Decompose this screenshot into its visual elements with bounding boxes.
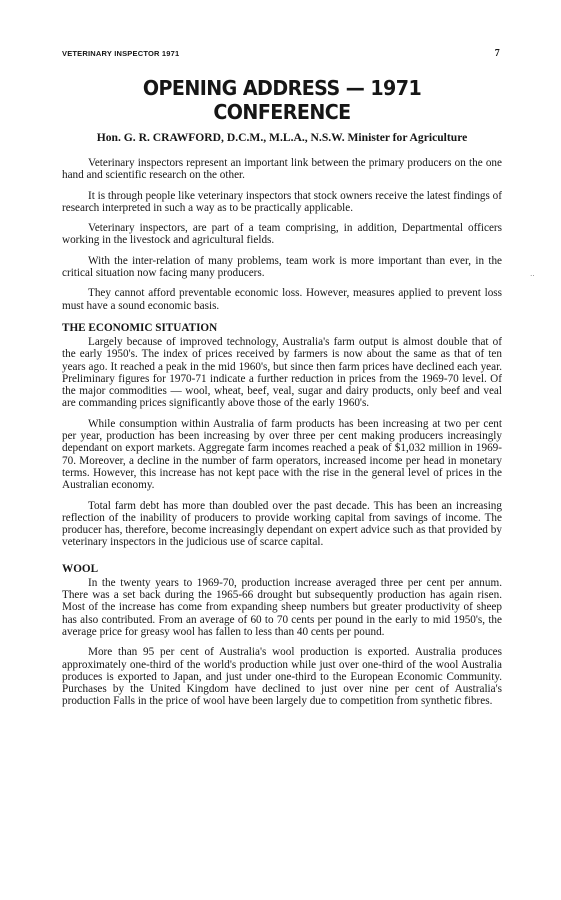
document-page bbox=[62, 48, 502, 708]
section-heading: THE ECONOMIC SITUATION bbox=[62, 321, 218, 334]
running-title: VETERINARY INSPECTOR 1971 bbox=[62, 49, 180, 58]
intro-paragraph: With the inter-relation of many problems, team work is more important than ever, in the critical situation now facing many producers. bbox=[62, 254, 502, 280]
article-title: OPENING ADDRESS — 1971 CONFERENCE bbox=[142, 76, 422, 124]
intro-paragraph: It is through people like veterinary inspectors that stock owners receive the latest findings of research interpreted in such a way as to be practically applicable. bbox=[62, 189, 502, 214]
intro-section bbox=[62, 157, 502, 312]
section-paragraph: In the twenty years to 1969-70, production increase averaged three per cent per annum. There was a set back during the 1965-66 drought but subsequently production has again risen. Most of the increase has come from expanding sheep numbers but greater productivity of sheep has also contributed. From an average of 60 to 70 cents per pound in the early to mid 1950's, the average price for greasy wool has fallen to less than 40 cents per pound. bbox=[62, 576, 502, 638]
section-paragraph: More than 95 per cent of Australia's wool production is exported. Australia produces approximately one-third of the world's production while just over one-third of the wool Australia produces is exported to Japan, and just under one-third to the European Economic Community. Purchases by the United Kingdom have declined to just over nine per cent of Australia's production Falls in the price of wool have been largely due to competition from synthetic fibres. bbox=[62, 646, 502, 708]
margin-speck: ·· bbox=[530, 272, 535, 280]
section-heading: WOOL bbox=[62, 562, 99, 575]
page-number: 7 bbox=[494, 48, 500, 59]
article-author: Hon. G. R. CRAWFORD, D.C.M., M.L.A., N.S.W. Minister for Agriculture bbox=[96, 131, 468, 144]
intro-paragraph: Veterinary inspectors represent an important link between the primary producers on the one hand and scientific research on the other. bbox=[62, 157, 502, 182]
section-paragraph: Total farm debt has more than doubled over the past decade. This has been an increasing reflection of the inability of producers to provide working capital from savings of income. The producer has, therefore, become increasingly dependant on expert advice such as that provided by veterinary inspectors in the judicious use of scarce capital. bbox=[62, 499, 502, 549]
section-paragraph: While consumption within Australia of farm products has been increasing at two per cent per year, production has been increasing by over three per cent making producers increasingly dependant on export markets. Aggregate farm incomes reached a peak of $1,032 million in 1969-70. Moreover, a decline in the number of farm operators, increased income per head in monetary terms. However, this increase has not kept pace with the rise in the general level of prices in the Australian economy. bbox=[62, 417, 502, 492]
running-header bbox=[62, 48, 502, 59]
intro-paragraph: Veterinary inspectors, are part of a team comprising, in addition, Departmental officers working in the livestock and agricultural fields. bbox=[62, 222, 502, 247]
section-economic-situation bbox=[62, 322, 502, 549]
section-paragraph: Largely because of improved technology, Australia's farm output is almost double that of the early 1950's. The index of prices received by farmers is now about the same as that of ten years ago. It reached a peak in the mid 1960's, but since then farm prices have declined each year. Preliminary figures for 1970-71 indicate a further reduction in prices from the 1969-70 level. Of the major commodities — wool, wheat, beef, veal, sugar and dairy products, only beef and veal are commanding prices significantly above those of the early 1960's. bbox=[62, 335, 502, 410]
section-wool bbox=[62, 563, 502, 708]
intro-paragraph: They cannot afford preventable economic loss. However, measures applied to prevent loss must have a sound economic basis. bbox=[62, 287, 502, 312]
